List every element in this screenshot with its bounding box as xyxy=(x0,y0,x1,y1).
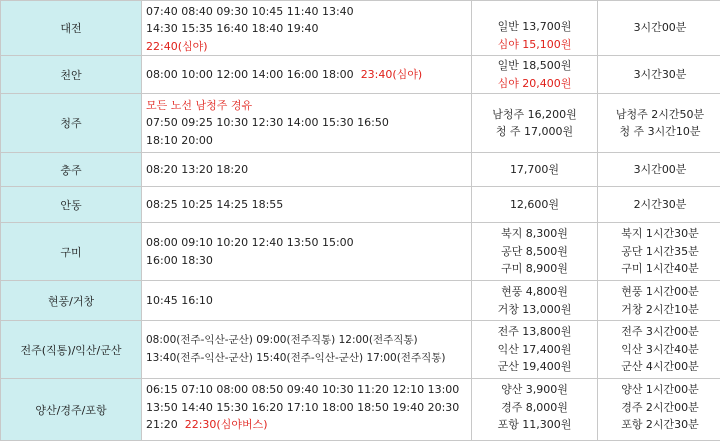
fare-cell xyxy=(472,321,598,379)
duration-line: 3시간00분 xyxy=(634,163,687,176)
time-line: 21:20 xyxy=(146,418,178,431)
duration-line: 경주 2시간00분 xyxy=(598,399,720,417)
fare-line: 포항 11,300원 xyxy=(472,416,597,434)
destination-label: 구미 xyxy=(60,246,81,259)
duration-line: 공단 1시간35분 xyxy=(598,243,720,261)
time-line: 08:00 09:10 10:20 12:40 13:50 15:00 xyxy=(146,234,471,252)
time-line: 08:00 10:00 12:00 14:00 16:00 18:00 xyxy=(146,68,354,81)
duration-line: 북지 1시간30분 xyxy=(598,225,720,243)
fare-line: 군산 19,400원 xyxy=(472,358,597,376)
fare-line: 일반 13,700원 xyxy=(472,18,597,36)
time-line: 07:40 08:40 09:30 10:45 11:40 13:40 xyxy=(146,3,471,21)
fare-cell xyxy=(472,94,598,153)
times-cell xyxy=(142,281,472,321)
destination-label: 청주 xyxy=(60,117,81,130)
destination-cell xyxy=(1,153,142,187)
times-cell xyxy=(142,94,472,153)
fare-line: 경주 8,000원 xyxy=(472,399,597,417)
destination-cell xyxy=(1,321,142,379)
fare-cell xyxy=(472,379,598,441)
time-line: 06:15 07:10 08:00 08:50 09:40 10:30 11:20 12:10 13:00 xyxy=(146,381,471,399)
time-line: 07:50 09:25 10:30 12:30 14:00 15:30 16:50 xyxy=(146,114,471,132)
duration-line: 익산 3시간40분 xyxy=(598,341,720,359)
table-row xyxy=(1,187,720,223)
duration-line: 군산 4시간00분 xyxy=(598,358,720,376)
fare-line: 구미 8,900원 xyxy=(472,260,597,278)
time-line: 10:45 16:10 xyxy=(146,294,213,307)
destination-cell xyxy=(1,223,142,281)
duration-cell xyxy=(598,153,720,187)
destination-label: 전주(직통)/익산/군산 xyxy=(20,344,121,357)
duration-cell xyxy=(598,94,720,153)
fare-cell xyxy=(472,223,598,281)
fare-line: 남청주 16,200원 xyxy=(472,106,597,124)
fare-line: 북지 8,300원 xyxy=(472,225,597,243)
table-row xyxy=(1,153,720,187)
fare-line: 양산 3,900원 xyxy=(472,381,597,399)
route-note: 모든 노선 남청주 경유 xyxy=(146,97,471,115)
times-cell xyxy=(142,321,472,379)
time-line: 13:50 14:40 15:30 16:20 17:10 18:00 18:50 19:40 20:30 xyxy=(146,399,471,417)
table-row xyxy=(1,321,720,379)
duration-cell xyxy=(598,187,720,223)
duration-line: 3시간30분 xyxy=(634,68,687,81)
destination-label: 안동 xyxy=(60,199,81,212)
fare-line: 청 주 17,000원 xyxy=(472,123,597,141)
time-line: 13:40(전주-익산-군산) 15:40(전주-익산-군산) 17:00(전주직통) xyxy=(146,350,471,368)
late-night-fare: 심야 20,400원 xyxy=(472,75,597,93)
fare-cell xyxy=(472,281,598,321)
duration-cell xyxy=(598,56,720,94)
duration-cell xyxy=(598,223,720,281)
duration-line: 청 주 3시간10분 xyxy=(598,123,720,141)
destination-label: 천안 xyxy=(60,69,81,82)
late-night-time: 23:40(심야) xyxy=(361,68,423,81)
duration-cell xyxy=(598,379,720,441)
duration-cell xyxy=(598,321,720,379)
duration-line: 2시간30분 xyxy=(634,198,687,211)
late-night-fare: 심야 15,100원 xyxy=(472,36,597,54)
time-line: 08:20 13:20 18:20 xyxy=(146,163,248,176)
duration-line: 전주 3시간00분 xyxy=(598,323,720,341)
time-line: 14:30 15:35 16:40 18:40 19:40 xyxy=(146,20,471,38)
table-row xyxy=(1,1,720,56)
time-line: 18:10 20:00 xyxy=(146,132,471,150)
duration-line: 3시간00분 xyxy=(634,21,687,34)
table-row xyxy=(1,281,720,321)
fare-line: 17,700원 xyxy=(510,163,559,176)
table-row xyxy=(1,379,720,441)
destination-label: 현풍/거창 xyxy=(48,295,94,308)
destination-label: 대전 xyxy=(60,22,81,35)
fare-line: 거창 13,000원 xyxy=(472,301,597,319)
table-row xyxy=(1,56,720,94)
time-line: 08:25 10:25 14:25 18:55 xyxy=(146,198,283,211)
destination-cell xyxy=(1,379,142,441)
times-cell xyxy=(142,379,472,441)
destination-label: 충주 xyxy=(60,164,81,177)
table-row xyxy=(1,94,720,153)
late-night-time: 22:30(심야버스) xyxy=(185,418,268,431)
times-cell xyxy=(142,223,472,281)
duration-cell xyxy=(598,1,720,56)
time-line: 16:00 18:30 xyxy=(146,252,471,270)
destination-cell xyxy=(1,94,142,153)
destination-cell xyxy=(1,56,142,94)
duration-line: 현풍 1시간00분 xyxy=(598,283,720,301)
duration-line: 구미 1시간40분 xyxy=(598,260,720,278)
fare-line: 12,600원 xyxy=(510,198,559,211)
destination-cell xyxy=(1,187,142,223)
late-night-time: 22:40(심야) xyxy=(146,38,471,56)
duration-line: 거창 2시간10분 xyxy=(598,301,720,319)
time-line: 08:00(전주-익산-군산) 09:00(전주직통) 12:00(전주직통) xyxy=(146,332,471,350)
fare-line: 현풍 4,800원 xyxy=(472,283,597,301)
fare-line: 일반 18,500원 xyxy=(472,57,597,75)
fare-line: 전주 13,800원 xyxy=(472,323,597,341)
times-cell xyxy=(142,153,472,187)
destination-cell xyxy=(1,1,142,56)
destination-cell xyxy=(1,281,142,321)
fare-line: 공단 8,500원 xyxy=(472,243,597,261)
times-cell xyxy=(142,1,472,56)
duration-line: 남청주 2시간50분 xyxy=(598,106,720,124)
fare-cell xyxy=(472,56,598,94)
duration-cell xyxy=(598,281,720,321)
times-cell xyxy=(142,56,472,94)
table-row xyxy=(1,223,720,281)
fare-cell xyxy=(472,153,598,187)
fare-cell xyxy=(472,1,598,56)
fare-cell xyxy=(472,187,598,223)
times-cell xyxy=(142,187,472,223)
duration-line: 양산 1시간00분 xyxy=(598,381,720,399)
destination-label: 양산/경주/포항 xyxy=(35,404,106,417)
fare-line: 익산 17,400원 xyxy=(472,341,597,359)
duration-line: 포항 2시간30분 xyxy=(598,416,720,434)
